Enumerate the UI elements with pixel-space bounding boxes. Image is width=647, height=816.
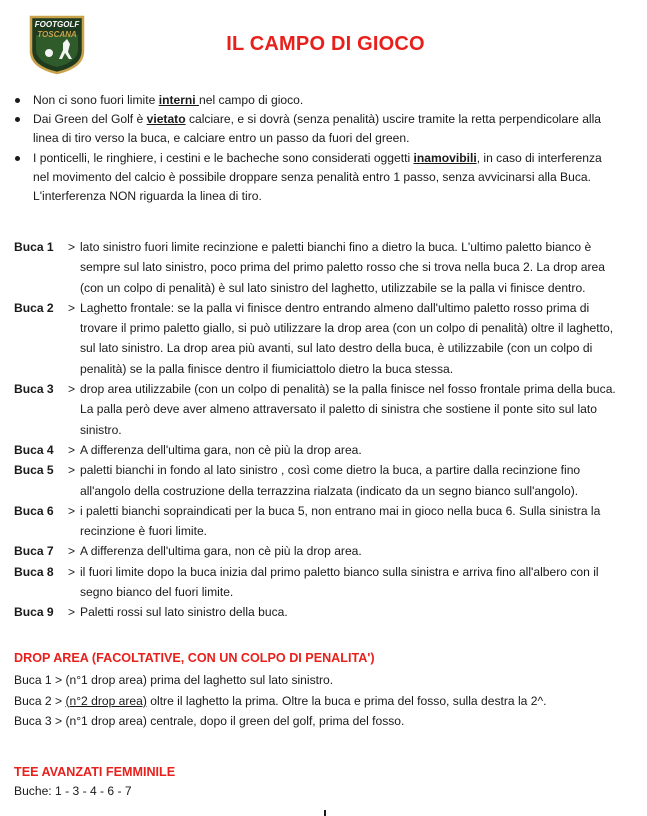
hole-rule: Buca 2 > Laghetto frontale: se la palla vi finisce dentro entrando almeno dall'ultimo paletto rosso prima di trovare il primo paletto giallo, si può utilizzare la drop area (con un colpo di penalità) oltre il laghetto, sul lato sinistro. La drop area più avanti, sul lato destro della buca, è utilizzabile (con un colpo di penalità) se la palla finisce dentro il fiumiciattolo dietro la buca stessa. [14,300,614,376]
drop-area-item: Buca 2 > (n°2 drop area) oltre il laghetto la prima. Oltre la buca e prima del fosso, sulla destra la 2^. [14,693,547,708]
drop-area-item: Buca 1 > (n°1 drop area) prima del laghetto sul lato sinistro. [14,673,334,687]
page-title: IL CAMPO DI GIOCO [226,33,425,55]
tee-holes-text: Buche: 1 - 3 - 4 - 6 - 7 [14,784,132,798]
tee-heading: TEE AVANZATI FEMMINILE [14,765,176,779]
svg-text:TOSCANA: TOSCANA [37,30,77,39]
page-marker [324,810,326,816]
general-rules-list [14,91,619,206]
hole-rule: Buca 1 > lato sinistro fuori limite recinzione e paletti bianchi fino a dietro la buca. L'ultimo paletto bianco è sempre sul lato sinistro, poco prima del primo paletto rosso che si trova nella buca 2. La drop area (con un colpo di penalità) è sul lato sinistro del laghetto, utilizzabile se la palla vi finisce dentro. [14,240,606,295]
drop-area-item: Buca 3 > (n°1 drop area) centrale, dopo il green del golf, prima del fosso. [14,714,405,728]
hole-rule: Buca 7 > A differenza dell'ultima gara, non cè più la drop area. [14,544,362,559]
drop-area-heading: DROP AREA (FACOLTATIVE, CON UN COLPO DI PENALITA') [14,651,375,665]
rule-item: Non ci sono fuori limite interni nel campo di gioco. [14,91,619,110]
drop-area-list [14,670,634,732]
hole-rule: Buca 4 > A differenza dell'ultima gara, non cè più la drop area. [14,442,362,457]
hole-rule: Buca 3 > drop area utilizzabile (con un colpo di penalità) se la palla finisce nel fosso frontale prima della buca. La palla però deve aver almeno attraversato il paletto di sinistra che sostiene il ponte sito sul lato sinistro. [14,382,616,437]
hole-rule: Buca 9 > Paletti rossi sul lato sinistro della buca. [14,605,288,620]
rule-item: I ponticelli, le ringhiere, i cestini e le bacheche sono considerati oggetti inamovibili, in caso di interferenza nel movimento del calcio è possibile droppare senza penalità entro 1 passo, senza avvicinarsi alla Buca. L'interferenza NON riguarda la linea di tiro. [14,149,619,207]
hole-rule: Buca 5 > paletti bianchi in fondo al lato sinistro , così come dietro la buca, a partire dalla recinzione fino all'angolo della costruzione della terrazzina rialzata (indicato da un segno bianco sull'angolo). [14,463,581,498]
rule-item: Dai Green del Golf è vietato calciare, e si dovrà (senza penalità) uscire tramite la retta perpendicolare alla linea di tiro verso la buca, e calciare entro un passo da fuori del green. [14,110,619,148]
svg-text:FOOTGOLF: FOOTGOLF [34,20,80,29]
hole-rule: Buca 6 > i paletti bianchi sopraindicati per la buca 5, non entrano mai in gioco nella buca 6. Sulla sinistra la recinzione è fuori limite. [14,503,601,539]
hole-rules-list [14,237,634,623]
hole-rule: Buca 8 > il fuori limite dopo la buca inizia dal primo paletto bianco sulla sinistra e arriva fino all'albero con il segno bianco del fuori limite. [14,564,599,600]
